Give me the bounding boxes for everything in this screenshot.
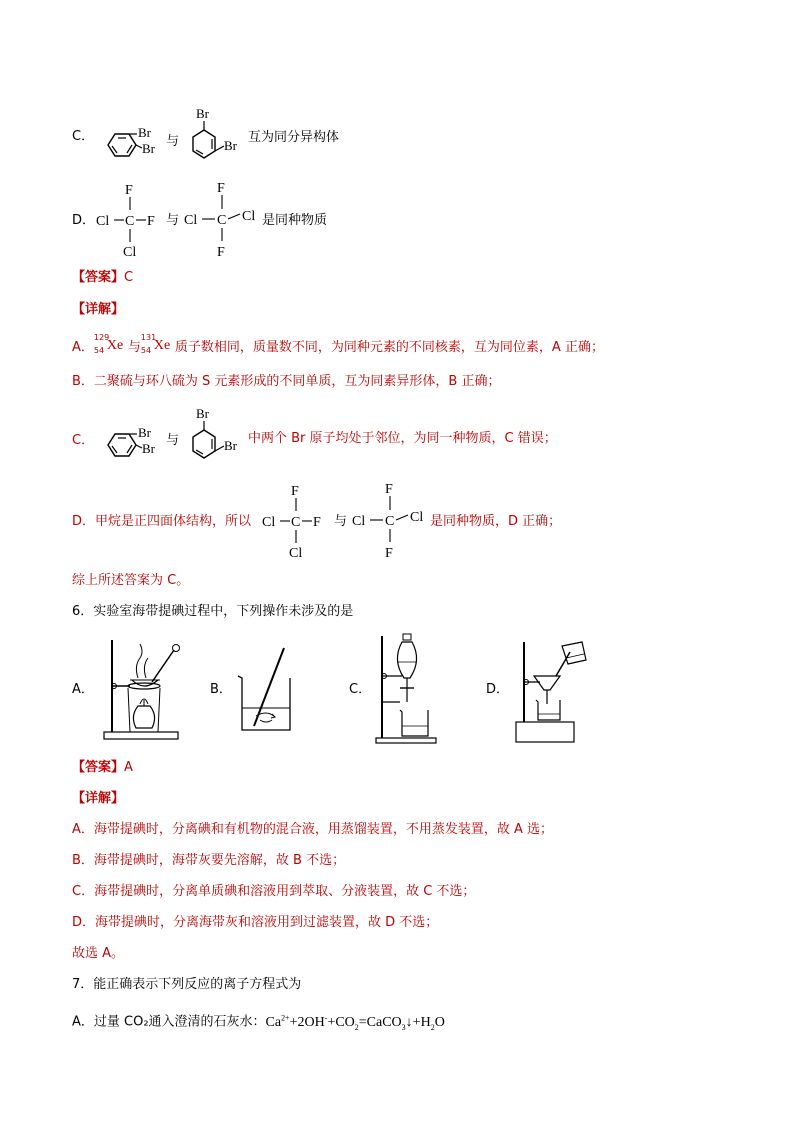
answer-value: C (124, 270, 134, 285)
conclusion-text: 是同种物质 (262, 213, 328, 228)
connector-text: 与 (334, 514, 348, 529)
q5-detail-c-prefix: C． (72, 433, 95, 448)
mass-number: 129 (93, 333, 110, 342)
cf2cl2-structure-2 (184, 176, 264, 262)
q7-option-a (72, 1009, 445, 1036)
q6-answer (72, 759, 133, 777)
evaporating-dish-apparatus-icon (100, 636, 184, 744)
answer-value: A (124, 760, 133, 775)
q5-option-d (72, 212, 95, 230)
atom-label: F (217, 245, 225, 260)
eq-part: =CaCO (358, 1014, 402, 1030)
atom-label: F (385, 482, 393, 497)
substituent-label: Br (142, 441, 155, 456)
option-letter: D． (72, 213, 96, 228)
substituent-label: Br (138, 125, 151, 140)
eq-charge: 2+ (281, 1013, 290, 1022)
q5-detail-c-text: 中两个 Br 原子均处于邻位，为同一种物质，C 错误； (248, 431, 557, 446)
atom-label: Cl (289, 546, 303, 561)
atom-label: F (385, 546, 393, 561)
atomic-number: 54 (140, 346, 152, 355)
atom-label: Cl (123, 245, 137, 260)
eq-part: ↓+H (405, 1014, 431, 1030)
atom-label: F (291, 484, 299, 499)
eq-subscript: 2 (430, 1022, 435, 1032)
q6-detail-b: B．海带提碘时，海带灰要先溶解，故 B 不选； (72, 853, 346, 868)
option-letter: A． (72, 340, 94, 355)
q6-detail-a: A．海带提碘时，分离碘和有机物的混合液，用蒸馏装置，不用蒸发装置，故 A 选； (72, 822, 554, 837)
atom-label: F (313, 515, 321, 530)
atom-label: Cl (410, 510, 424, 525)
isotope-xe-129 (93, 333, 128, 355)
eq-charge: - (324, 1013, 328, 1022)
beaker-stirring-rod-icon (234, 646, 298, 736)
eq-part: O (434, 1014, 445, 1030)
separatory-funnel-apparatus-icon (372, 630, 442, 746)
answer-label: 【答案】 (72, 760, 125, 775)
q5-detail-label: 【详解】 (72, 302, 125, 317)
q6-option-d-label: D． (486, 682, 510, 697)
answer-label: 【答案】 (72, 270, 125, 285)
atom-label: Cl (242, 209, 256, 224)
q6-summary: 故选 A。 (72, 946, 125, 961)
option-text: A．过量 CO₂通入澄清的石灰水： (72, 1014, 266, 1030)
conclusion-text: 互为同分异构体 (248, 130, 340, 145)
atom-label: C (291, 515, 301, 530)
element-symbol: Xe (153, 338, 171, 353)
q5-detail-b: B．二聚硫与环八硫为 S 元素形成的不同单质，互为同素异形体，B 正确； (72, 374, 501, 389)
option-letter: C． (72, 129, 95, 144)
q6-detail-c: C．海带提碘时，分离单质碘和溶液用到萃取、分液装置，故 C 不选； (72, 884, 476, 899)
atom-label: Cl (184, 213, 198, 228)
q5-summary: 综上所述答案为 C。 (72, 573, 190, 588)
atom-label: F (217, 181, 225, 196)
atom-label: Cl (262, 515, 276, 530)
connector-text: 与 (166, 433, 180, 448)
cf2cl2-structure-2 (352, 477, 432, 563)
q6-option-b-label: B． (210, 682, 232, 697)
atom-label: C (385, 514, 395, 529)
eq-subscript: 2 (354, 1022, 359, 1032)
q6-detail-label: 【详解】 (72, 791, 125, 806)
atomic-number: 54 (93, 346, 105, 355)
atom-label: C (125, 214, 135, 229)
substituent-label: Br (224, 138, 237, 153)
q5-detail-a (72, 333, 604, 357)
atom-label: Cl (352, 514, 366, 529)
detail-text: 质子数相同，质量数不同，为同种元素的不同核素，互为同位素，A 正确； (174, 340, 604, 355)
q6-stem: 6．实验室海带提碘过程中，下列操作未涉及的是 (72, 604, 354, 619)
filtration-apparatus-icon (510, 638, 590, 744)
eq-part: +2OH (289, 1014, 325, 1030)
q6-option-a-label: A． (72, 682, 94, 697)
q5-detail-d-text: 是同种物质，D 正确； (430, 514, 562, 529)
connector-text: 与 (166, 134, 180, 149)
eq-part: +CO (327, 1014, 355, 1030)
q6-detail-d: D．海带提碘时，分离海带灰和溶液用到过滤装置，故 D 不选； (72, 915, 439, 930)
eq-part: Ca (265, 1014, 282, 1030)
substituent-label: Br (138, 425, 151, 440)
mass-number: 131 (140, 333, 157, 342)
q5-detail-d-prefix: D．甲烷是正四面体结构，所以 (72, 514, 252, 529)
q5-option-c (72, 128, 100, 158)
atom-label: C (217, 213, 227, 228)
ortho-dibromobenzene-structure (98, 424, 168, 464)
q7-stem: 7．能正确表示下列反应的离子方程式为 (72, 977, 302, 992)
atom-label: Cl (96, 214, 110, 229)
cf2cl2-structure-1 (262, 481, 332, 563)
substituent-label: Br (224, 438, 237, 453)
cf2cl2-structure-1 (96, 180, 166, 262)
isotope-xe-131 (140, 333, 175, 355)
substituent-label: Br (142, 141, 155, 156)
element-symbol: Xe (106, 338, 124, 353)
q5-answer (72, 269, 133, 287)
atom-label: F (125, 183, 133, 198)
q6-option-c-label: C． (349, 682, 372, 697)
substituent-label: Br (196, 106, 209, 121)
ionic-equation (266, 1015, 445, 1030)
ortho-dibromobenzene-structure (98, 124, 168, 164)
connector-text: 与 (166, 213, 180, 228)
atom-label: F (147, 214, 155, 229)
substituent-label: Br (196, 406, 209, 421)
connector-text: 与 (127, 340, 141, 355)
eq-subscript: 3 (401, 1022, 406, 1032)
